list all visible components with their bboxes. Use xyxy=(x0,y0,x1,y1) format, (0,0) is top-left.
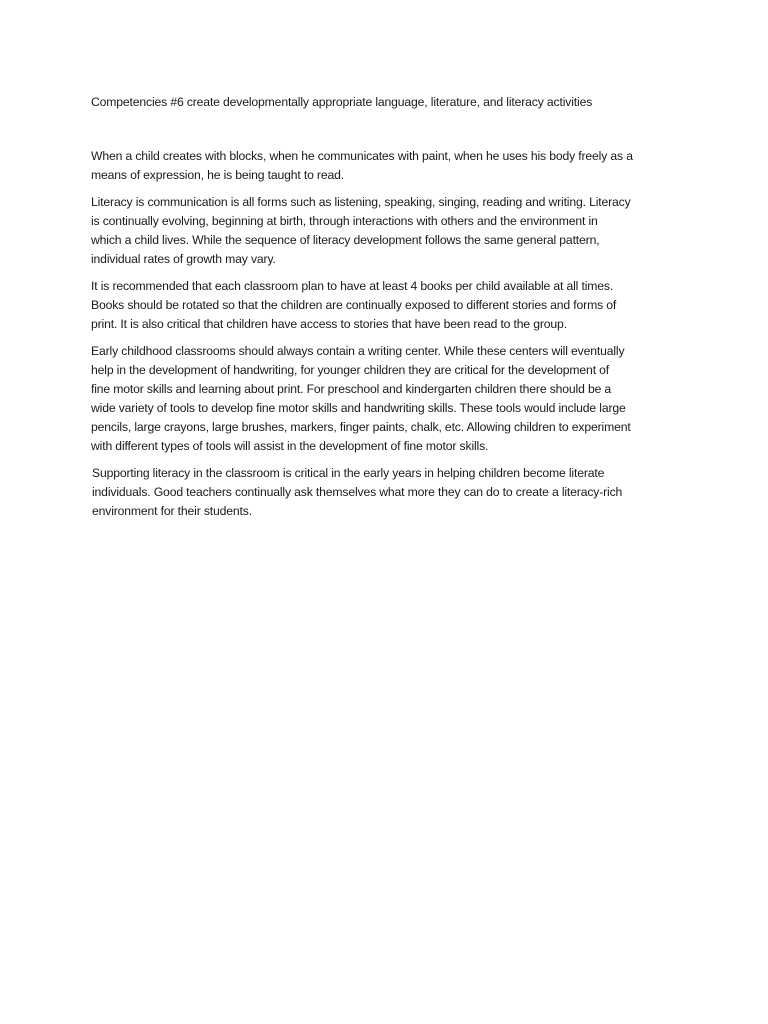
paragraph-line: with different types of tools will assist in the development of fine motor skills. xyxy=(91,439,489,453)
paragraph-line: help in the development of handwriting, for younger children they are critical for the development of xyxy=(91,363,610,377)
paragraph-5 xyxy=(91,464,676,521)
paragraph-line: pencils, large crayons, large brushes, markers, finger paints, chalk, etc. Allowing children to experiment xyxy=(91,420,631,434)
paragraph-2 xyxy=(91,193,676,269)
paragraph-1 xyxy=(91,147,676,185)
paragraph-line: means of expression, he is being taught to read. xyxy=(91,168,344,182)
paragraph-line: When a child creates with blocks, when he communicates with paint, when he uses his body freely as a xyxy=(91,149,633,163)
paragraph-line: Early childhood classrooms should always contain a writing center. While these centers will eventually xyxy=(91,344,625,358)
paragraph-line: which a child lives. While the sequence of literacy development follows the same general pattern, xyxy=(91,233,600,247)
paragraph-line: print. It is also critical that children have access to stories that have been read to the group. xyxy=(91,317,567,331)
paragraph-line: individuals. Good teachers continually ask themselves what more they can do to create a literacy-rich xyxy=(92,485,623,499)
paragraph-line: wide variety of tools to develop fine motor skills and handwriting skills. These tools would include large xyxy=(91,401,626,415)
document-heading: Competencies #6 create developmentally appropriate language, literature, and literacy activities xyxy=(91,95,593,109)
paragraph-line: environment for their students. xyxy=(92,504,252,518)
paragraph-line: Books should be rotated so that the children are continually exposed to different stories and forms of xyxy=(91,298,617,312)
paragraph-line: It is recommended that each classroom plan to have at least 4 books per child available at all times. xyxy=(91,279,614,293)
paragraph-line: fine motor skills and learning about print. For preschool and kindergarten children there should be a xyxy=(91,382,612,396)
paragraph-line: Literacy is communication is all forms such as listening, speaking, singing, reading and writing. Literacy xyxy=(91,195,631,209)
document-body xyxy=(91,93,676,529)
paragraph-line: individual rates of growth may vary. xyxy=(91,252,276,266)
paragraph-3 xyxy=(91,277,676,334)
paragraph-line: Supporting literacy in the classroom is critical in the early years in helping children become literate xyxy=(92,466,605,480)
paragraph-4 xyxy=(91,342,676,456)
paragraph-line: is continually evolving, beginning at birth, through interactions with others and the environment in xyxy=(91,214,598,228)
